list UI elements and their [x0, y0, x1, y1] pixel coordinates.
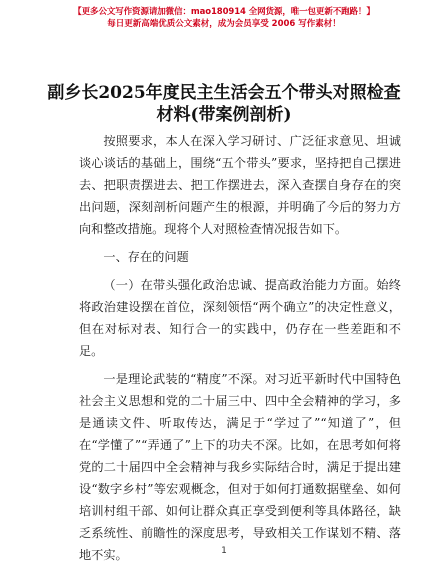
title-line-2: 材料(带案例剖析) — [156, 105, 292, 125]
page-number: 1 — [221, 546, 227, 556]
paragraph-intro: 按照要求，本人在深入学习研讨、广泛征求意见、坦诚谈心谈话的基础上，围绕“五个带头”要求，坚持把自己摆进去、把职责摆进去、把工作摆进去，深入查摆自身存在的突出问题，深刻剖析问题产生的根源，并明确了今后的努力方向和整改措施。现将个人对照检查情况报告如下。 — [79, 134, 401, 236]
document-body — [79, 130, 401, 572]
document-title — [40, 82, 408, 126]
section-heading: 一、存在的问题 — [103, 250, 189, 264]
banner-line-1: 【更多公文写作资源请加微信：mao180914 全网货源，唯一包更新不跑路！】 — [73, 7, 375, 17]
paragraph-point-1: 一是理论武装的“精度”不深。对习近平新时代中国特色社会主义思想和党的二十届三中、四中全会精神的学习，多是通读文件、听取传达，满足于“学过了”“知道了”，但在“学懂了”“弄通了”上下的功夫不深。比如，在思考如何将党的二十届四中全会精神与我乡实际结合时，满足于提出建设“数字乡村”等宏观概念，但对于如何打通数据壁垒、如何培训村组干部、如何让群众真正享受到便利等具体路径，缺乏系统性、前瞻性的深度思考，导致相关工作谋划不精、落地不实。 — [79, 372, 401, 562]
paragraph-subsection-1: （一）在带头强化政治忠诚、提高政治能力方面。始终将政治建设摆在首位，深刻领悟“两个确立”的决定性意义，但在对标对表、知行合一的实践中，仍存在一些差距和不足。 — [79, 278, 401, 358]
banner-line-2: 每日更新高端优质公文素材，成为会员享受 2006 写作素材！ — [107, 19, 341, 29]
promo-banner — [20, 6, 428, 30]
title-line-1: 副乡长2025年度民主生活会五个带头对照检查 — [47, 83, 401, 103]
